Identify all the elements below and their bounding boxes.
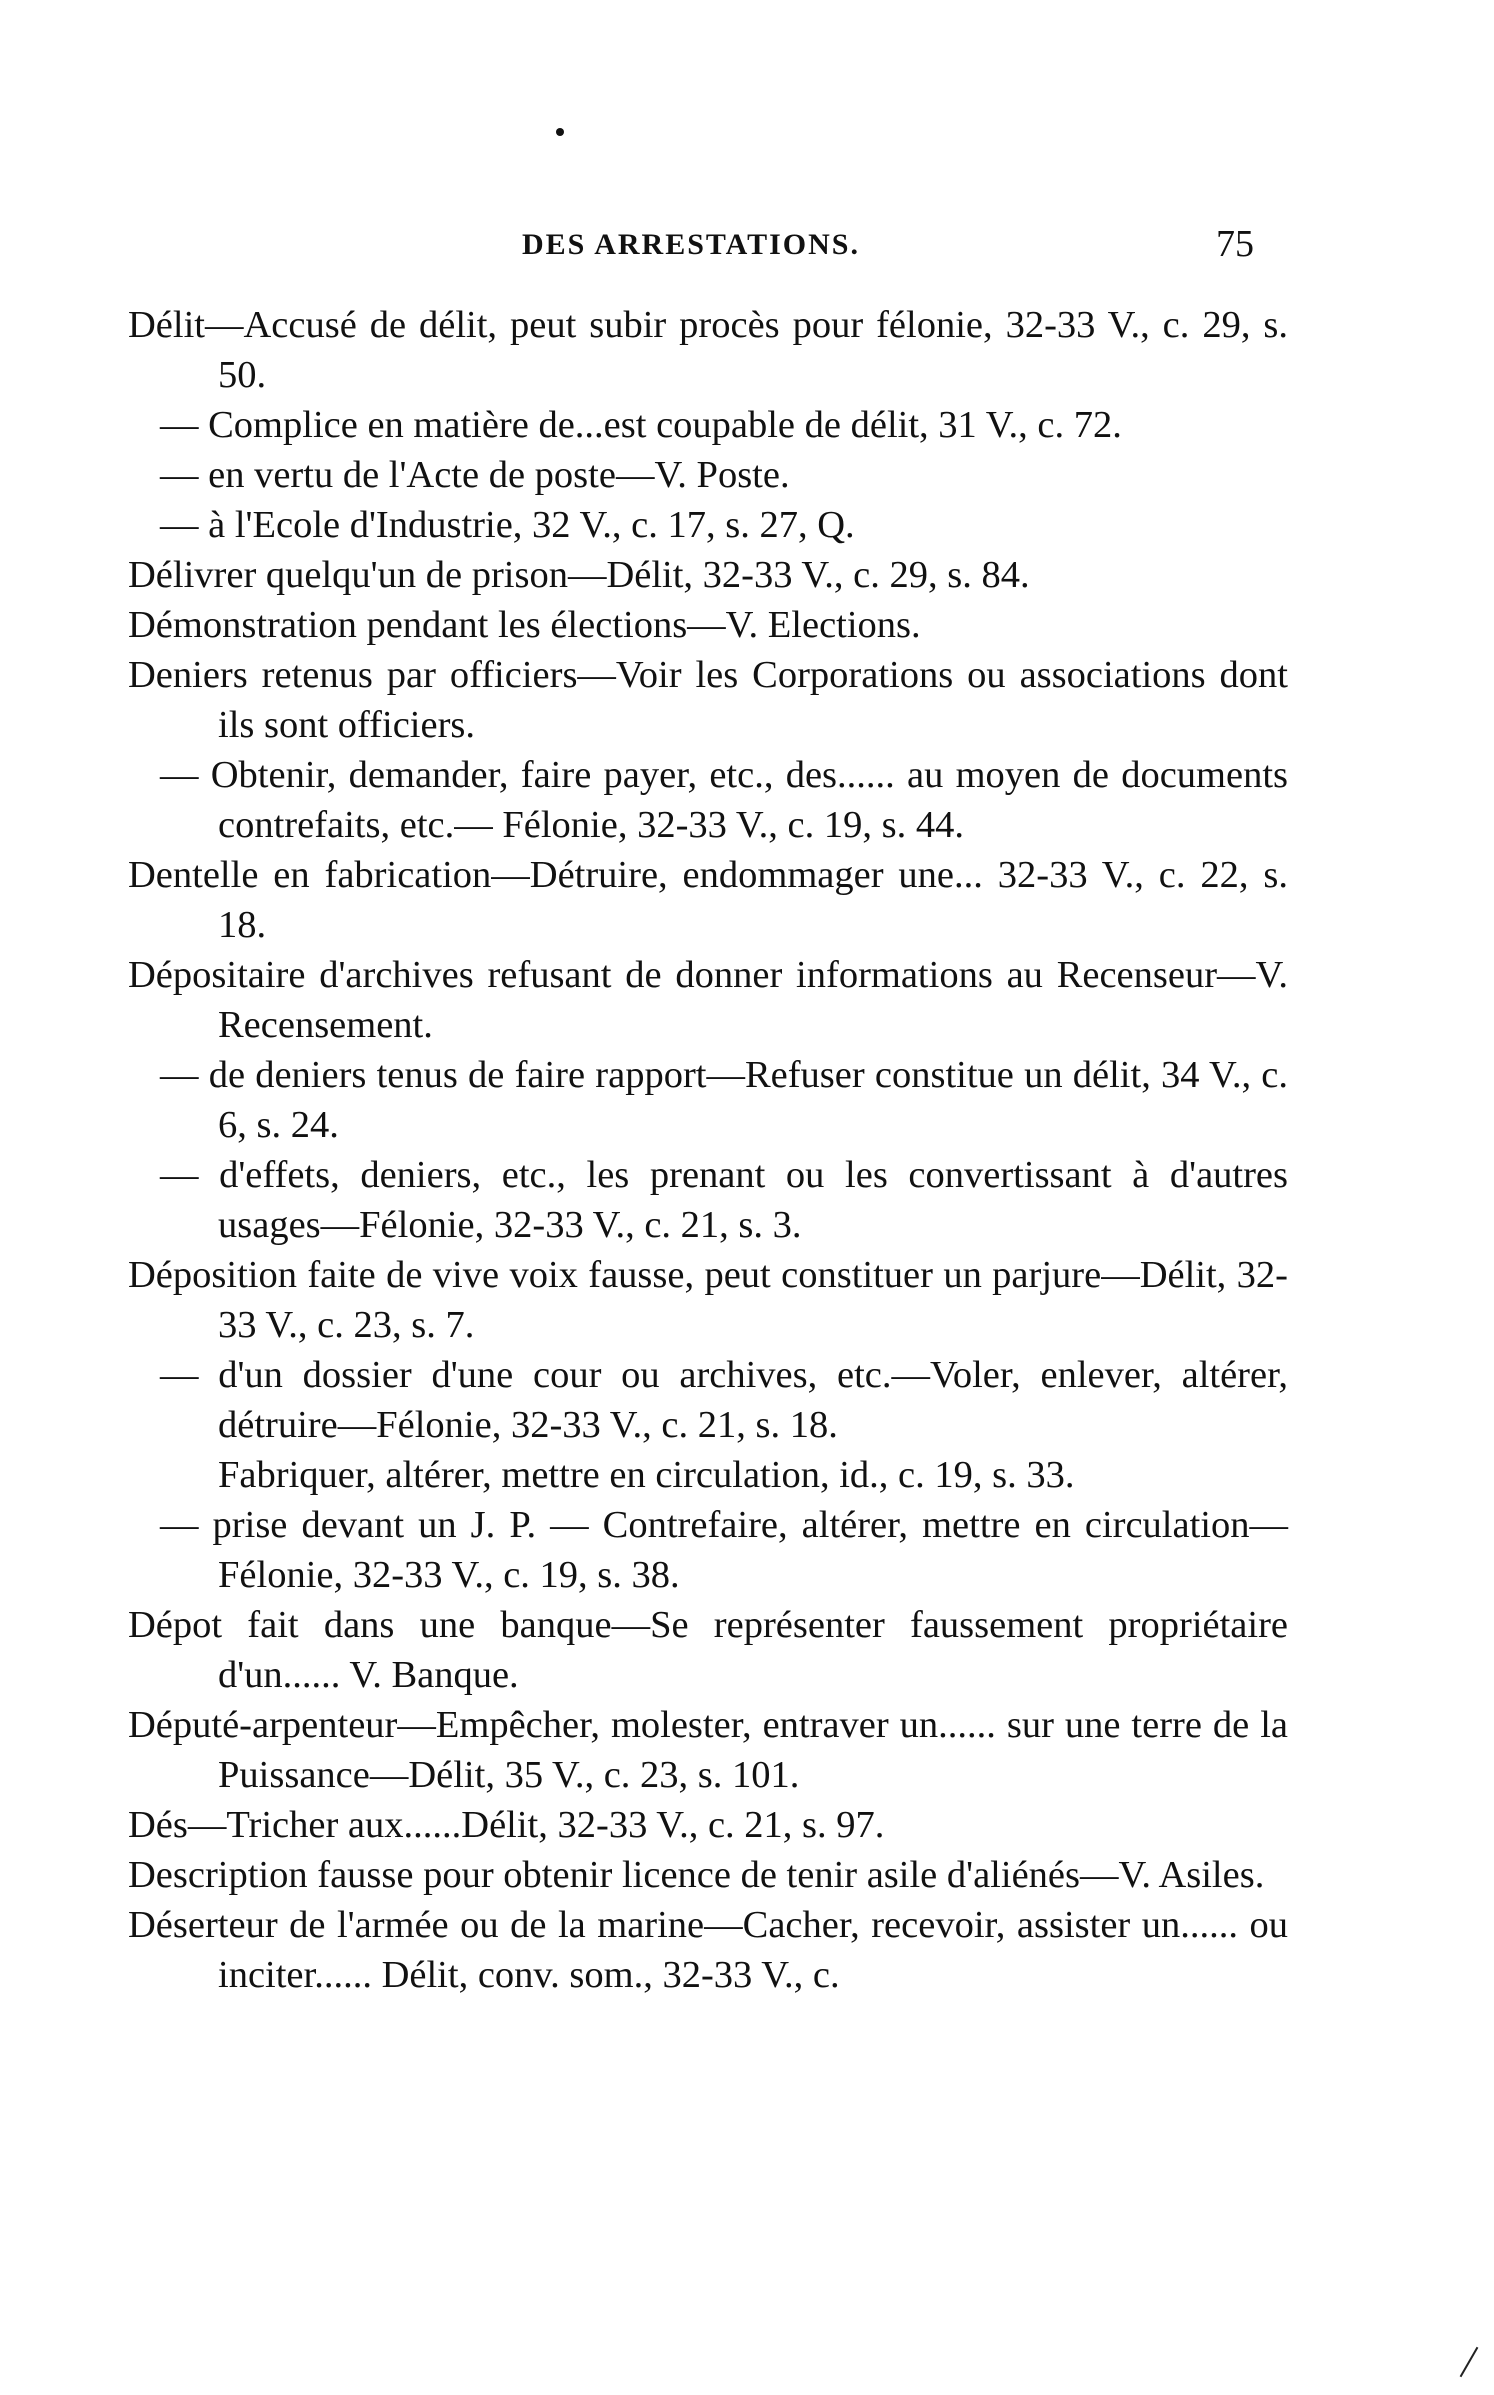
index-entry: Déposition faite de vive voix fausse, peut constituer un parjure—Délit, 32-33 V., c. 23, s. 7. <box>128 1254 1288 1346</box>
index-subentry: — d'un dossier d'une cour ou archives, etc.—Voler, enlever, altérer, détruire—Félonie, 32-33 V., c. 21, s. 18. <box>160 1354 1288 1446</box>
index-entry: Dés—Tricher aux......Délit, 32-33 V., c. 21, s. 97. <box>128 1804 885 1846</box>
index-entry: Dentelle en fabrication—Détruire, endommager une... 32-33 V., c. 22, s. 18. <box>128 854 1288 946</box>
index-entry: Délivrer quelqu'un de prison—Délit, 32-33 V., c. 29, s. 84. <box>128 554 1030 596</box>
index-subentry: — d'effets, deniers, etc., les prenant ou les convertissant à d'autres usages—Félonie, 32-33 V., c. 21, s. 3. <box>160 1154 1288 1246</box>
index-subentry: — Complice en matière de...est coupable de délit, 31 V., c. 72. <box>160 404 1122 446</box>
index-subentry: — Obtenir, demander, faire payer, etc., des...... au moyen de documents contrefaits, etc.— Félonie, 32-33 V., c. 19, s. 44. <box>160 754 1288 846</box>
index-entry: Déserteur de l'armée ou de la marine—Cacher, recevoir, assister un...... ou inciter...... Délit, conv. som., 32-33 V., c. <box>128 1904 1288 1996</box>
index-subentry: — de deniers tenus de faire rapport—Refuser constitue un délit, 34 V., c. 6, s. 24. <box>160 1054 1288 1146</box>
index-entry: Dépositaire d'archives refusant de donner informations au Recenseur—V. Recensement. <box>128 954 1288 1046</box>
index-subentry: — prise devant un J. P. — Contrefaire, altérer, mettre en circulation—Félonie, 32-33 V., c. 19, s. 38. <box>160 1504 1288 1596</box>
index-entry: Député-arpenteur—Empêcher, molester, entraver un...... sur une terre de la Puissance—Délit, 35 V., c. 23, s. 101. <box>128 1704 1288 1796</box>
index-entry: Deniers retenus par officiers—Voir les Corporations ou associations dont ils sont officiers. <box>128 654 1288 746</box>
index-subentry: — en vertu de l'Acte de poste—V. Poste. <box>160 454 790 496</box>
index-entries <box>128 300 1288 2000</box>
corner-pencil-mark <box>1460 2347 1479 2377</box>
running-head <box>0 222 1494 272</box>
page-number: 75 <box>1216 223 1254 265</box>
running-title: DES ARRESTATIONS. <box>522 228 860 261</box>
index-entry: Description fausse pour obtenir licence de tenir asile d'aliénés—V. Asiles. <box>128 1854 1265 1896</box>
index-entry: Délit—Accusé de délit, peut subir procès pour félonie, 32-33 V., c. 29, s. 50. <box>128 304 1288 396</box>
index-entry: Dépot fait dans une banque—Se représenter faussement propriétaire d'un...... V. Banque. <box>128 1604 1288 1696</box>
index-entry: Démonstration pendant les élections—V. Elections. <box>128 604 921 646</box>
print-speck <box>556 128 564 136</box>
index-subentry: — à l'Ecole d'Industrie, 32 V., c. 17, s. 27, Q. <box>160 504 855 546</box>
index-continuation: Fabriquer, altérer, mettre en circulation, id., c. 19, s. 33. <box>218 1454 1075 1496</box>
